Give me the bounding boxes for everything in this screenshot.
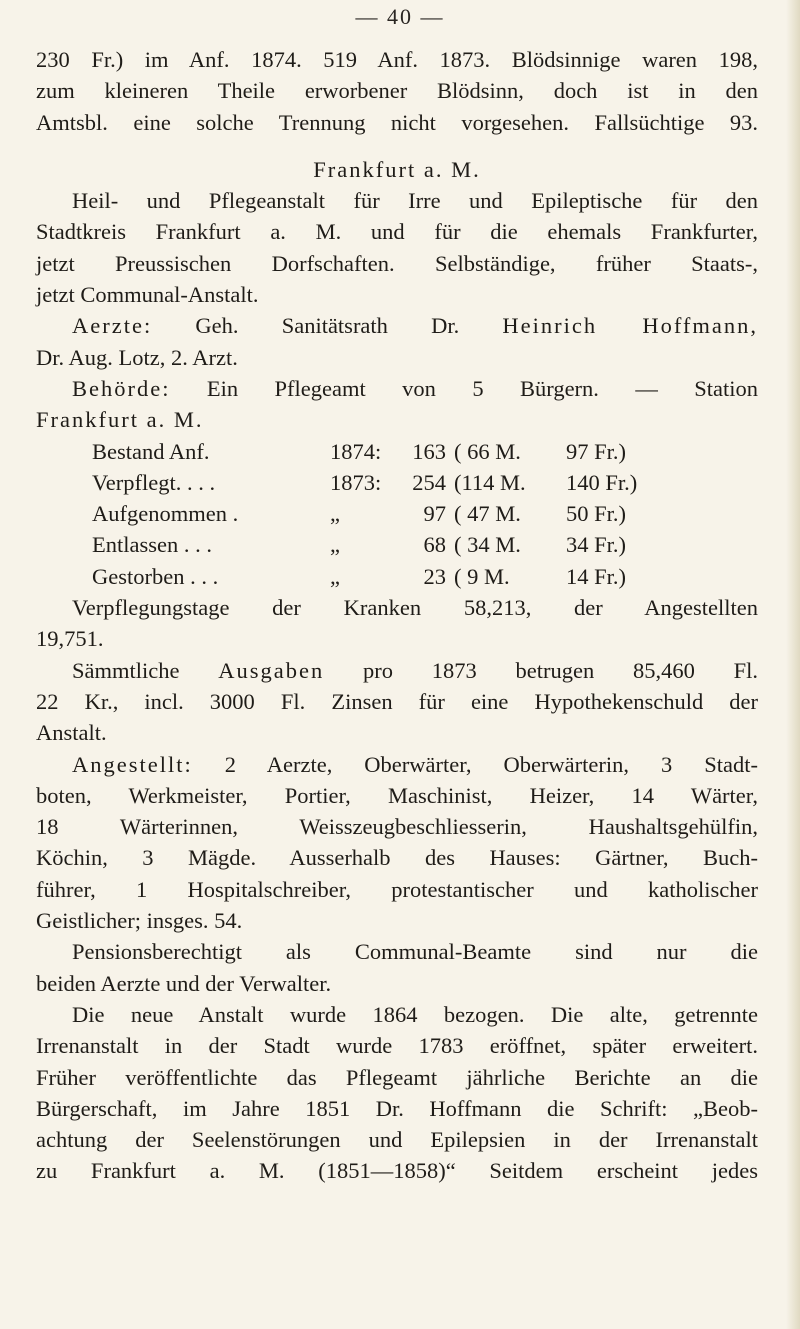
text-line: Verpflegungstage der Kranken 58,213, der Angestellten: [72, 595, 758, 621]
stats-label: Bestand Anf.: [92, 438, 210, 464]
stats-total: 254: [412, 469, 446, 495]
stats-label: Entlassen . . .: [92, 532, 212, 558]
stats-label: Gestorben . . .: [92, 563, 219, 589]
text-line: Heil- und Pflegeanstalt für Irre und Epileptische für den: [72, 188, 758, 214]
stats-total: 163: [412, 438, 446, 464]
text-line: 22 Kr., incl. 3000 Fl. Zinsen für eine Hypothekenschuld der: [36, 688, 758, 714]
page-text: [36, 44, 758, 1187]
angestellt-label: Angestellt:: [72, 751, 193, 777]
text-line: Köchin, 3 Mägde. Ausserhalb des Hauses: Gärtner, Buch-: [36, 845, 758, 871]
text-line: Pensionsberechtigt als Communal-Beamte sind nur die: [72, 939, 758, 965]
aerzte-label: Aerzte:: [72, 313, 153, 339]
angestellt-text: 2 Aerzte, Oberwärter, Oberwärterin, 3 Stadt-: [224, 751, 758, 777]
stats-female: 34 Fr.): [566, 532, 627, 558]
ausgaben-pre: Sämmtliche: [72, 657, 180, 683]
text-line: zum kleineren Theile erworbener Blödsinn, doch ist in den: [36, 78, 758, 104]
text-line: Dr. Aug. Lotz, 2. Arzt.: [36, 344, 238, 370]
stats-row: [92, 529, 646, 560]
stats-row: [92, 436, 646, 467]
text-line: Die neue Anstalt wurde 1864 bezogen. Die alte, getrennte: [72, 1001, 758, 1027]
aerzte-text: Geh. Sanitätsrath Dr.: [195, 313, 460, 339]
stats-male: ( 66 M.: [454, 438, 521, 464]
text-line: Bürgerschaft, im Jahre 1851 Dr. Hoffmann die Schrift: „Beob-: [36, 1095, 758, 1121]
aerzte-name: Heinrich Hoffmann,: [502, 313, 759, 339]
stats-year: 1873:: [330, 469, 382, 495]
stats-female: 14 Fr.): [566, 563, 627, 589]
stats-year: 1874:: [330, 438, 382, 464]
stats-row: [92, 561, 646, 592]
stats-female: 97 Fr.): [566, 438, 627, 464]
stats-year: „: [330, 532, 340, 558]
section-heading: Frankfurt a. M.: [313, 156, 481, 182]
stats-female: 50 Fr.): [566, 501, 627, 527]
ausgaben-post: pro 1873 betrugen 85,460 Fl.: [363, 657, 759, 683]
aerzte-line: [36, 310, 758, 341]
stats-total: 23: [423, 563, 446, 589]
ausgaben-label: Ausgaben: [218, 657, 325, 683]
stats-label: Verpflegt. . . .: [92, 469, 216, 495]
stats-year: „: [330, 501, 340, 527]
text-line: achtung der Seelenstörungen und Epilepsien in der Irrenanstalt: [36, 1127, 758, 1153]
ausgaben-line: [36, 655, 758, 686]
text-line: jetzt Communal-Anstalt.: [36, 282, 259, 308]
stats-row: [92, 467, 646, 498]
text-line: Geistlicher; insges. 54.: [36, 908, 243, 934]
statistics-table: [92, 436, 646, 592]
text-line: jetzt Preussischen Dorfschaften. Selbständige, früher Staats-,: [36, 250, 758, 276]
text-line: führer, 1 Hospitalschreiber, protestantischer und katholischer: [36, 876, 758, 902]
stats-total: 68: [423, 532, 446, 558]
stats-label: Aufgenommen .: [92, 501, 239, 527]
behoerde-place: Frankfurt a. M.: [36, 407, 204, 433]
stats-male: (114 M.: [454, 469, 526, 495]
behoerde-label: Behörde:: [72, 375, 171, 401]
text-line: boten, Werkmeister, Portier, Maschinist, Heizer, 14 Wärter,: [36, 782, 758, 808]
text-line: 18 Wärterinnen, Weisszeugbeschliesserin, Haushaltsgehülfin,: [36, 814, 758, 840]
text-line: Amtsbl. eine solche Trennung nicht vorgesehen. Fallsüchtige 93.: [36, 109, 758, 135]
text-line: Irrenanstalt in der Stadt wurde 1783 eröffnet, später erweitert.: [36, 1033, 758, 1059]
text-line: zu Frankfurt a. M. (1851—1858)“ Seitdem erscheint jedes: [36, 1158, 758, 1184]
stats-year: „: [330, 563, 340, 589]
text-line: Stadtkreis Frankfurt a. M. und für die ehemals Frankfurter,: [36, 219, 758, 245]
text-line: Früher veröffentlichte das Pflegeamt jährliche Berichte an die: [36, 1064, 758, 1090]
page-number: — 40 —: [355, 4, 445, 29]
behoerde-text: Ein Pflegeamt von 5 Bürgern. — Station: [206, 375, 758, 401]
text-line: beiden Aerzte und der Verwalter.: [36, 970, 332, 996]
text-line: Anstalt.: [36, 720, 107, 746]
stats-total: 97: [423, 501, 446, 527]
stats-male: ( 34 M.: [454, 532, 521, 558]
stats-female: 140 Fr.): [566, 469, 638, 495]
stats-male: ( 9 M.: [454, 563, 510, 589]
angestellt-line: [36, 749, 758, 780]
spacer: [36, 138, 758, 154]
text-line: 19,751.: [36, 626, 104, 652]
text-line: 230 Fr.) im Anf. 1874. 519 Anf. 1873. Blödsinnige waren 198,: [36, 47, 758, 72]
stats-row: [92, 498, 646, 529]
behoerde-line: [36, 373, 758, 404]
page-edge-shadow: [786, 0, 800, 1329]
stats-male: ( 47 M.: [454, 501, 521, 527]
